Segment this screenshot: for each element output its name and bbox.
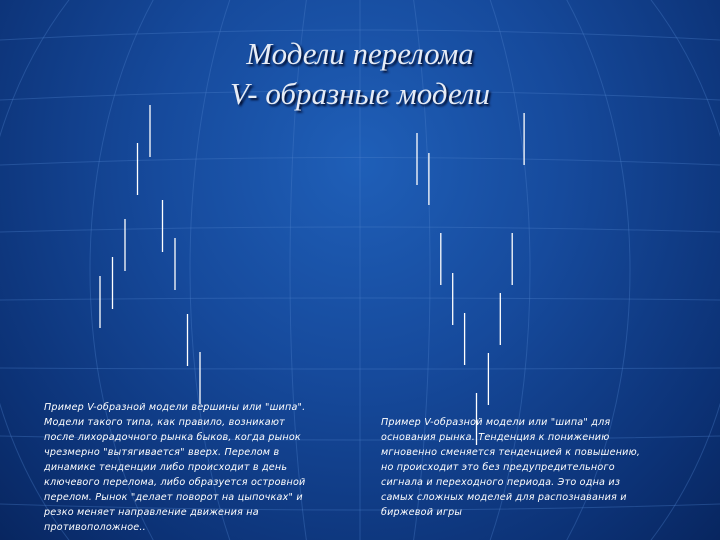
caption-line: динамике тенденции либо происходит в день bbox=[44, 462, 288, 473]
caption-line: основания рынка. Тенденция к понижению bbox=[381, 432, 610, 443]
caption-line: самых сложных моделей для распознавания и bbox=[381, 492, 627, 503]
caption-line: ключевого перелома, либо образуется островной bbox=[44, 477, 306, 488]
caption-line: противоположное.. bbox=[44, 522, 146, 533]
caption-line: Пример V-образной модели вершины или "шипа". bbox=[44, 402, 306, 413]
title-line-1: Модели перелома bbox=[246, 36, 474, 71]
caption-line: Модели такого типа, как правило, возникают bbox=[44, 417, 285, 428]
title-line-2: V- образные модели bbox=[230, 76, 490, 111]
caption-top-pattern bbox=[44, 400, 364, 535]
caption-line: Пример V-образной модели или "шипа" для bbox=[381, 417, 611, 428]
caption-line: биржевой игры bbox=[381, 507, 463, 518]
caption-line: резко меняет направление движения на bbox=[44, 507, 259, 518]
caption-line: мгновенно сменяется тенденцией к повышению, bbox=[381, 447, 641, 458]
caption-line: сигнала и переходного периода. Это одна из bbox=[381, 477, 621, 488]
caption-line: чрезмерно "вытягивается" вверх. Перелом в bbox=[44, 447, 280, 458]
caption-line: перелом. Рынок "делает поворот на цыпочках" и bbox=[44, 492, 303, 503]
caption-line: но происходит это без предупредительного bbox=[381, 462, 615, 473]
caption-line: после лихорадочного рынка быков, когда рынок bbox=[44, 432, 301, 443]
caption-bottom-pattern bbox=[381, 415, 697, 520]
